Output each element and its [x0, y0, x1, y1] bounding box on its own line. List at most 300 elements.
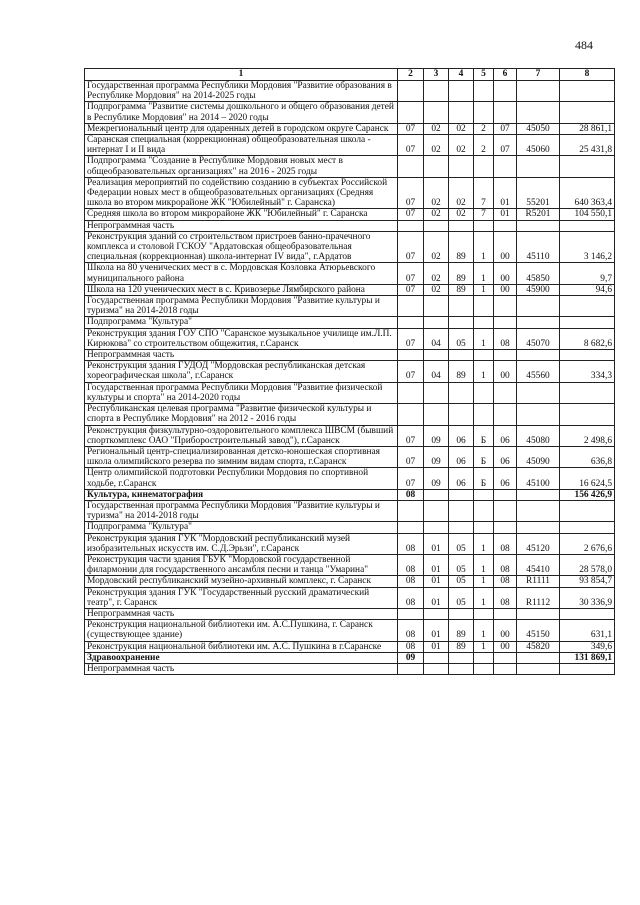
amount-cell: 94,6: [560, 284, 615, 295]
program-code-cell: [449, 382, 474, 403]
subprogram-code-cell: 7: [474, 177, 494, 209]
subprogram-code-cell: 1: [474, 587, 494, 608]
subsection-code-cell: 02: [424, 135, 449, 156]
direction-code-cell: 00: [494, 284, 517, 295]
amount-cell: 25 431,8: [560, 135, 615, 156]
section-code-cell: [398, 156, 424, 177]
table-row: [85, 231, 615, 263]
subsection-code-cell: 02: [424, 284, 449, 295]
direction-code-cell: [494, 652, 517, 663]
subsection-code-cell: [424, 102, 449, 123]
amount-cell: 3 146,2: [560, 231, 615, 263]
object-code-cell: [517, 608, 560, 619]
subprogram-code-cell: Б: [474, 425, 494, 446]
direction-code-cell: [494, 350, 517, 361]
section-code-cell: 07: [398, 468, 424, 489]
subprogram-code-cell: 1: [474, 620, 494, 641]
object-code-cell: 45070: [517, 328, 560, 349]
section-code-cell: 09: [398, 652, 424, 663]
section-code-cell: [398, 522, 424, 533]
direction-code-cell: 07: [494, 135, 517, 156]
amount-cell: [560, 608, 615, 619]
direction-code-cell: [494, 81, 517, 102]
section-code-cell: [398, 404, 424, 425]
amount-cell: 16 624,5: [560, 468, 615, 489]
budget-table: [84, 68, 615, 675]
program-code-cell: [449, 608, 474, 619]
program-code-cell: [449, 317, 474, 328]
column-header: 8: [560, 69, 615, 81]
amount-cell: 104 550,1: [560, 209, 615, 220]
subprogram-code-cell: 1: [474, 576, 494, 587]
table-row: [85, 284, 615, 295]
item-name-cell: Реконструкция здания ГУК "Мордовский республиканский музей изобразительных искусств им. С.Д.Эрьзи", г.Саранск: [85, 533, 398, 554]
item-name-cell: Государственная программа Республики Мордовия "Развитие культуры и туризма" на 2014-2018 годы: [85, 296, 398, 317]
item-name-cell: Непрограммная часть: [85, 350, 398, 361]
subsection-code-cell: [424, 404, 449, 425]
table-row: [85, 587, 615, 608]
subprogram-code-cell: 7: [474, 209, 494, 220]
section-code-cell: 07: [398, 209, 424, 220]
object-code-cell: [517, 317, 560, 328]
subsection-code-cell: 09: [424, 468, 449, 489]
subprogram-code-cell: [474, 500, 494, 521]
program-code-cell: [449, 652, 474, 663]
amount-cell: 2 676,6: [560, 533, 615, 554]
amount-cell: 131 869,1: [560, 652, 615, 663]
program-code-cell: 89: [449, 641, 474, 652]
table-row: [85, 156, 615, 177]
subsection-code-cell: [424, 500, 449, 521]
object-code-cell: 45110: [517, 231, 560, 263]
table-row: [85, 317, 615, 328]
item-name-cell: Саранская специальная (коррекционная) общеобразовательная школа - интернат I и II вида: [85, 135, 398, 156]
item-name-cell: Непрограммная часть: [85, 608, 398, 619]
item-name-cell: Межрегиональный центр для одаренных детей в городском округе Саранск: [85, 123, 398, 134]
column-header: 5: [474, 69, 494, 81]
table-row: [85, 361, 615, 382]
object-code-cell: [517, 663, 560, 674]
table-row: [85, 489, 615, 500]
direction-code-cell: [494, 522, 517, 533]
subprogram-code-cell: 1: [474, 554, 494, 575]
object-code-cell: R1112: [517, 587, 560, 608]
subsection-code-cell: 02: [424, 231, 449, 263]
item-name-cell: Непрограммная часть: [85, 663, 398, 674]
program-code-cell: [449, 220, 474, 231]
subsection-code-cell: 02: [424, 209, 449, 220]
subsection-code-cell: 02: [424, 123, 449, 134]
program-code-cell: [449, 156, 474, 177]
table-row: [85, 209, 615, 220]
subsection-code-cell: [424, 489, 449, 500]
subsection-code-cell: 02: [424, 177, 449, 209]
subsection-code-cell: 04: [424, 361, 449, 382]
subsection-code-cell: [424, 220, 449, 231]
object-code-cell: R5201: [517, 209, 560, 220]
section-code-cell: 08: [398, 576, 424, 587]
amount-cell: 28 578,0: [560, 554, 615, 575]
direction-code-cell: [494, 156, 517, 177]
item-name-cell: Государственная программа Республики Мордовия "Развитие образования в Республике Мордовия" на 2014-2025 годы: [85, 81, 398, 102]
program-code-cell: 05: [449, 533, 474, 554]
section-code-cell: 07: [398, 446, 424, 467]
subsection-code-cell: [424, 652, 449, 663]
subprogram-code-cell: 1: [474, 284, 494, 295]
amount-cell: [560, 296, 615, 317]
object-code-cell: 45410: [517, 554, 560, 575]
section-code-cell: [398, 81, 424, 102]
item-name-cell: Реализация мероприятий по содействию созданию в субъектах Российской Федерации новых мест в общеобразовательных организациях (Средняя школа во втором микрорайоне ЖК "Юбилейный" г. Саранска): [85, 177, 398, 209]
direction-code-cell: 00: [494, 361, 517, 382]
object-code-cell: [517, 382, 560, 403]
direction-code-cell: 08: [494, 328, 517, 349]
column-header: 4: [449, 69, 474, 81]
direction-code-cell: [494, 102, 517, 123]
subsection-code-cell: 01: [424, 620, 449, 641]
item-name-cell: Здравоохранение: [85, 652, 398, 663]
subprogram-code-cell: [474, 81, 494, 102]
column-header: 3: [424, 69, 449, 81]
object-code-cell: 55201: [517, 177, 560, 209]
section-code-cell: 07: [398, 361, 424, 382]
item-name-cell: Средняя школа во втором микрорайоне ЖК "Юбилейный" г. Саранска: [85, 209, 398, 220]
table-row: [85, 263, 615, 284]
object-code-cell: 45060: [517, 135, 560, 156]
amount-cell: 636,8: [560, 446, 615, 467]
direction-code-cell: 01: [494, 209, 517, 220]
item-name-cell: Мордовский республиканский музейно-архивный комплекс, г. Саранск: [85, 576, 398, 587]
amount-cell: 30 336,9: [560, 587, 615, 608]
item-name-cell: Государственная программа Республики Мордовия "Развитие физической культуры и спорта" на 2014-2020 годы: [85, 382, 398, 403]
table-row: [85, 554, 615, 575]
subsection-code-cell: 01: [424, 641, 449, 652]
section-code-cell: [398, 663, 424, 674]
direction-code-cell: 08: [494, 576, 517, 587]
amount-cell: [560, 663, 615, 674]
amount-cell: [560, 156, 615, 177]
object-code-cell: 45090: [517, 446, 560, 467]
amount-cell: 28 861,1: [560, 123, 615, 134]
subsection-code-cell: [424, 663, 449, 674]
table-row: [85, 522, 615, 533]
section-code-cell: 07: [398, 231, 424, 263]
subprogram-code-cell: [474, 663, 494, 674]
object-code-cell: 45050: [517, 123, 560, 134]
program-code-cell: 02: [449, 135, 474, 156]
object-code-cell: 45120: [517, 533, 560, 554]
item-name-cell: Реконструкция здания ГУДОД "Мордовская республиканская детская хореографическая школа", г.Саранск: [85, 361, 398, 382]
item-name-cell: Реконструкция национальной библиотеки им. А.С.Пушкина, г. Саранск (существующее здание): [85, 620, 398, 641]
item-name-cell: Реконструкция здания ГУК "Государственный русский драматический театр", г. Саранск: [85, 587, 398, 608]
subprogram-code-cell: [474, 102, 494, 123]
subsection-code-cell: [424, 317, 449, 328]
item-name-cell: Реконструкция зданий со строительством пристроев банно-прачечного комплекса и столовой ГСКОУ "Ардатовская общеобразовательная специальная (коррекционная) школа-интернат IV вида", г.Ардатов: [85, 231, 398, 263]
direction-code-cell: 00: [494, 231, 517, 263]
subprogram-code-cell: [474, 317, 494, 328]
program-code-cell: [449, 663, 474, 674]
program-code-cell: 05: [449, 554, 474, 575]
object-code-cell: [517, 220, 560, 231]
program-code-cell: 89: [449, 284, 474, 295]
subprogram-code-cell: [474, 296, 494, 317]
column-header: 7: [517, 69, 560, 81]
subprogram-code-cell: [474, 404, 494, 425]
section-code-cell: 07: [398, 135, 424, 156]
table-row: [85, 576, 615, 587]
table-row: [85, 382, 615, 403]
section-code-cell: [398, 608, 424, 619]
direction-code-cell: 06: [494, 425, 517, 446]
table-row: [85, 328, 615, 349]
direction-code-cell: 08: [494, 554, 517, 575]
object-code-cell: 45560: [517, 361, 560, 382]
subsection-code-cell: 02: [424, 263, 449, 284]
program-code-cell: 05: [449, 587, 474, 608]
item-name-cell: Региональный центр-специализированная детско-юношеская спортивная школа олимпийского резерва по зимним видам спорта, г.Саранск: [85, 446, 398, 467]
item-name-cell: Реконструкция части здания ГБУК "Мордовской государственной филармонии для государственного ансамбля песни и танца "Умарина": [85, 554, 398, 575]
section-code-cell: [398, 220, 424, 231]
item-name-cell: Подпрограмма "Развитие системы дошкольного и общего образования детей в Республике Мордовия" на 2014 – 2020 годы: [85, 102, 398, 123]
amount-cell: [560, 350, 615, 361]
table-row: [85, 468, 615, 489]
section-code-cell: 07: [398, 263, 424, 284]
program-code-cell: [449, 522, 474, 533]
item-name-cell: Государственная программа Республики Мордовия "Развитие культуры и туризма" на 2014-2018 годы: [85, 500, 398, 521]
direction-code-cell: 00: [494, 263, 517, 284]
subprogram-code-cell: [474, 220, 494, 231]
amount-cell: 2 498,6: [560, 425, 615, 446]
object-code-cell: 45100: [517, 468, 560, 489]
object-code-cell: [517, 652, 560, 663]
object-code-cell: 45150: [517, 620, 560, 641]
column-header: 6: [494, 69, 517, 81]
subprogram-code-cell: 2: [474, 135, 494, 156]
item-name-cell: Центр олимпийской подготовки Республики Мордовия по спортивной ходьбе, г.Саранск: [85, 468, 398, 489]
table-row: [85, 350, 615, 361]
amount-cell: 156 426,9: [560, 489, 615, 500]
object-code-cell: [517, 404, 560, 425]
table-row: [85, 663, 615, 674]
amount-cell: 631,1: [560, 620, 615, 641]
amount-cell: 640 363,4: [560, 177, 615, 209]
amount-cell: [560, 102, 615, 123]
object-code-cell: [517, 522, 560, 533]
program-code-cell: [449, 81, 474, 102]
direction-code-cell: [494, 663, 517, 674]
item-name-cell: Реконструкция здания ГОУ СПО "Саранское музыкальное училище им.Л.П. Кирюкова" со строительством общежития, г.Саранск: [85, 328, 398, 349]
amount-cell: 9,7: [560, 263, 615, 284]
program-code-cell: 89: [449, 263, 474, 284]
item-name-cell: Реконструкция физкультурно-оздоровительного комплекса ШВСМ (бывший спорткомплекс ОАО "Приборостроительный завод"), г.Саранск: [85, 425, 398, 446]
section-code-cell: 07: [398, 328, 424, 349]
object-code-cell: [517, 102, 560, 123]
program-code-cell: 89: [449, 620, 474, 641]
subsection-code-cell: [424, 296, 449, 317]
item-name-cell: Республиканская целевая программа "Развитие физической культуры и спорта в Республике Мордовия" на 2012 - 2016 годы: [85, 404, 398, 425]
amount-cell: 334,3: [560, 361, 615, 382]
subsection-code-cell: [424, 522, 449, 533]
subsection-code-cell: 01: [424, 554, 449, 575]
subsection-code-cell: [424, 350, 449, 361]
program-code-cell: 89: [449, 231, 474, 263]
amount-cell: [560, 317, 615, 328]
section-code-cell: [398, 102, 424, 123]
item-name-cell: Школа на 80 ученических мест в с. Мордовская Козловка Атюрьевского муниципального района: [85, 263, 398, 284]
direction-code-cell: 07: [494, 123, 517, 134]
section-code-cell: [398, 317, 424, 328]
amount-cell: [560, 220, 615, 231]
table-row: [85, 641, 615, 652]
subprogram-code-cell: 1: [474, 533, 494, 554]
direction-code-cell: 06: [494, 446, 517, 467]
subprogram-code-cell: [474, 350, 494, 361]
section-code-cell: 07: [398, 425, 424, 446]
direction-code-cell: [494, 296, 517, 317]
column-header: 1: [85, 69, 398, 81]
subsection-code-cell: 09: [424, 425, 449, 446]
subsection-code-cell: 01: [424, 587, 449, 608]
program-code-cell: 06: [449, 425, 474, 446]
direction-code-cell: 08: [494, 587, 517, 608]
object-code-cell: [517, 500, 560, 521]
item-name-cell: Подпрограмма "Создание в Республике Мордовия новых мест в общеобразовательных организациях" на 2016 - 2025 годы: [85, 156, 398, 177]
amount-cell: [560, 500, 615, 521]
section-code-cell: 08: [398, 641, 424, 652]
subprogram-code-cell: [474, 522, 494, 533]
item-name-cell: Подпрограмма "Культура": [85, 522, 398, 533]
subsection-code-cell: [424, 608, 449, 619]
object-code-cell: [517, 296, 560, 317]
table-row: [85, 135, 615, 156]
program-code-cell: [449, 404, 474, 425]
object-code-cell: 45850: [517, 263, 560, 284]
table-row: [85, 425, 615, 446]
table-body: [85, 81, 615, 675]
object-code-cell: [517, 81, 560, 102]
amount-cell: [560, 382, 615, 403]
item-name-cell: Реконструкция национальной библиотеки им. А.С. Пушкина в г.Саранске: [85, 641, 398, 652]
subsection-code-cell: 04: [424, 328, 449, 349]
direction-code-cell: 06: [494, 468, 517, 489]
program-code-cell: 06: [449, 446, 474, 467]
subprogram-code-cell: 2: [474, 123, 494, 134]
object-code-cell: [517, 489, 560, 500]
program-code-cell: 02: [449, 177, 474, 209]
subprogram-code-cell: 1: [474, 231, 494, 263]
section-code-cell: [398, 382, 424, 403]
table-row: [85, 220, 615, 231]
program-code-cell: 05: [449, 576, 474, 587]
direction-code-cell: [494, 382, 517, 403]
subprogram-code-cell: 1: [474, 361, 494, 382]
direction-code-cell: 00: [494, 620, 517, 641]
table-row: [85, 500, 615, 521]
subsection-code-cell: 01: [424, 533, 449, 554]
subprogram-code-cell: Б: [474, 468, 494, 489]
amount-cell: 349,6: [560, 641, 615, 652]
direction-code-cell: [494, 317, 517, 328]
subprogram-code-cell: Б: [474, 446, 494, 467]
section-code-cell: 08: [398, 620, 424, 641]
program-code-cell: [449, 350, 474, 361]
object-code-cell: 45900: [517, 284, 560, 295]
program-code-cell: [449, 296, 474, 317]
subprogram-code-cell: [474, 652, 494, 663]
subprogram-code-cell: [474, 608, 494, 619]
table-row: [85, 608, 615, 619]
direction-code-cell: [494, 500, 517, 521]
amount-cell: 93 854,7: [560, 576, 615, 587]
direction-code-cell: 08: [494, 533, 517, 554]
section-code-cell: 08: [398, 587, 424, 608]
section-code-cell: [398, 296, 424, 317]
object-code-cell: 45820: [517, 641, 560, 652]
table-row: [85, 533, 615, 554]
table-row: [85, 620, 615, 641]
section-code-cell: 08: [398, 533, 424, 554]
item-name-cell: Подпрограмма "Культура": [85, 317, 398, 328]
subsection-code-cell: [424, 156, 449, 177]
program-code-cell: 06: [449, 468, 474, 489]
program-code-cell: [449, 102, 474, 123]
program-code-cell: [449, 500, 474, 521]
object-code-cell: R1111: [517, 576, 560, 587]
amount-cell: 8 682,6: [560, 328, 615, 349]
object-code-cell: [517, 350, 560, 361]
section-code-cell: 07: [398, 123, 424, 134]
amount-cell: [560, 522, 615, 533]
program-code-cell: 02: [449, 209, 474, 220]
table-row: [85, 404, 615, 425]
section-code-cell: [398, 350, 424, 361]
program-code-cell: 05: [449, 328, 474, 349]
direction-code-cell: 01: [494, 177, 517, 209]
subsection-code-cell: [424, 382, 449, 403]
subsection-code-cell: 09: [424, 446, 449, 467]
subprogram-code-cell: 1: [474, 328, 494, 349]
subprogram-code-cell: [474, 489, 494, 500]
table-row: [85, 652, 615, 663]
section-code-cell: 08: [398, 554, 424, 575]
subprogram-code-cell: 1: [474, 641, 494, 652]
table-row: [85, 102, 615, 123]
subsection-code-cell: [424, 81, 449, 102]
program-code-cell: 02: [449, 123, 474, 134]
item-name-cell: Непрограммная часть: [85, 220, 398, 231]
table-header-row: [85, 69, 615, 81]
subprogram-code-cell: 1: [474, 263, 494, 284]
table-row: [85, 296, 615, 317]
page-number: 484: [575, 38, 593, 52]
program-code-cell: [449, 489, 474, 500]
table-row: [85, 123, 615, 134]
table-row: [85, 446, 615, 467]
program-code-cell: 89: [449, 361, 474, 382]
section-code-cell: 08: [398, 489, 424, 500]
direction-code-cell: [494, 489, 517, 500]
direction-code-cell: [494, 608, 517, 619]
subprogram-code-cell: [474, 156, 494, 177]
direction-code-cell: [494, 220, 517, 231]
item-name-cell: Культура, кинематография: [85, 489, 398, 500]
amount-cell: [560, 404, 615, 425]
item-name-cell: Школа на 120 ученических мест в с. Кривозерье Лямбирского района: [85, 284, 398, 295]
direction-code-cell: 00: [494, 641, 517, 652]
object-code-cell: 45080: [517, 425, 560, 446]
table-row: [85, 177, 615, 209]
section-code-cell: 07: [398, 177, 424, 209]
